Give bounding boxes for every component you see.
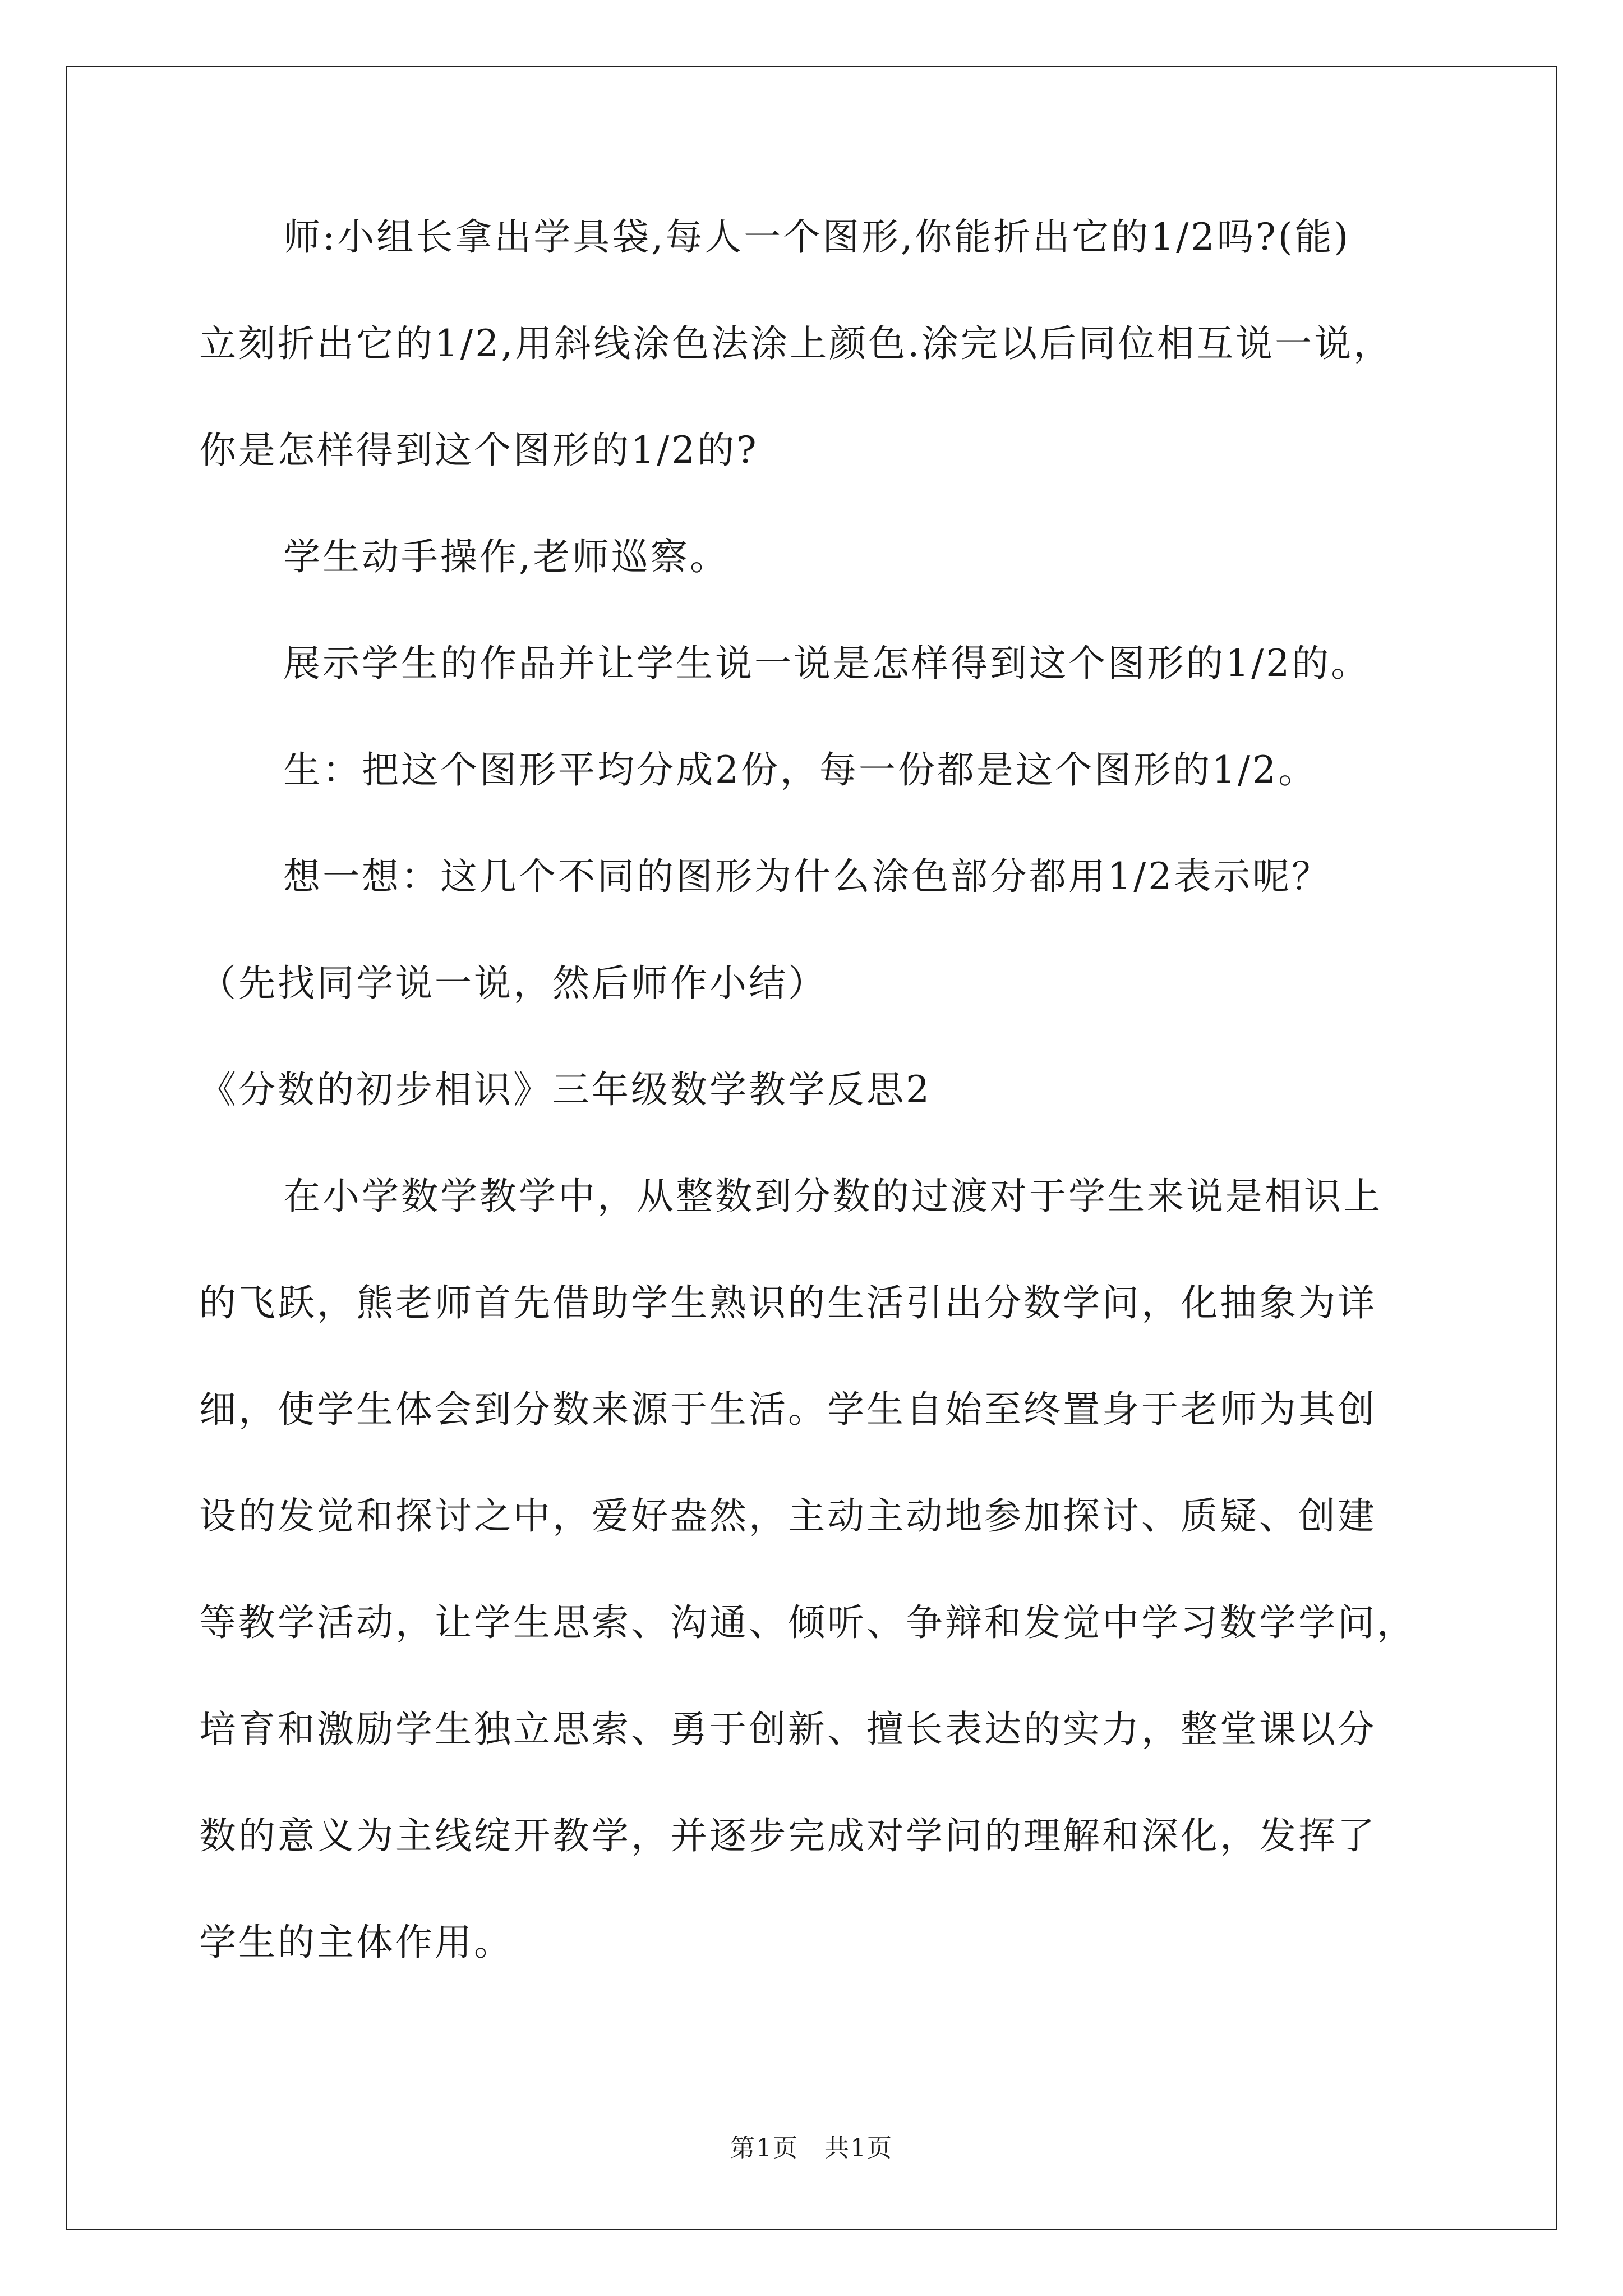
- page-border: [66, 66, 1557, 2230]
- paragraph-line-16: 数的意义为主线绽开教学，并逐步完成对学问的理解和深化，发挥了: [199, 1814, 1377, 1857]
- paragraph-line-3: 你是怎样得到这个图形的1/2的?: [199, 429, 759, 472]
- paragraph-line-8: （先找同学说一说，然后师作小结）: [199, 961, 827, 1005]
- paragraph-line-1: 师:小组长拿出学具袋,每人一个图形,你能折出它的1/2吗?(能): [283, 215, 1351, 259]
- paragraph-line-17: 学生的主体作用。: [199, 1921, 513, 1964]
- paragraph-line-2: 立刻折出它的1/2,用斜线涂色法涂上颜色.涂完以后同位相互说一说，: [199, 322, 1393, 365]
- paragraph-line-10: 在小学数学教学中，从整数到分数的过渡对于学生来说是相识上: [283, 1175, 1382, 1218]
- paragraph-line-5: 展示学生的作品并让学生说一说是怎样得到这个图形的1/2的。: [283, 642, 1371, 685]
- paragraph-line-7: 想一想：这几个不同的图形为什么涂色部分都用1/2表示呢？: [283, 855, 1331, 898]
- paragraph-line-6: 生：把这个图形平均分成2份，每一份都是这个图形的1/2。: [283, 748, 1318, 792]
- paragraph-line-14: 等教学活动，让学生思索、沟通、倾听、争辩和发觉中学习数学学问，: [199, 1601, 1416, 1644]
- section-heading: 《分数的初步相识》三年级数学教学反思2: [199, 1068, 932, 1111]
- paragraph-line-4: 学生动手操作,老师巡察。: [283, 535, 729, 578]
- page-number-footer: 第1页 共1页: [730, 2134, 893, 2162]
- paragraph-line-11: 的飞跃，熊老师首先借助学生熟识的生活引出分数学问，化抽象为详: [199, 1281, 1377, 1324]
- paragraph-line-15: 培育和激励学生独立思索、勇于创新、擅长表达的实力，整堂课以分: [199, 1708, 1377, 1751]
- paragraph-line-12: 细，使学生体会到分数来源于生活。学生自始至终置身于老师为其创: [199, 1388, 1377, 1431]
- paragraph-line-13: 设的发觉和探讨之中，爱好盎然，主动主动地参加探讨、质疑、创建: [199, 1494, 1377, 1538]
